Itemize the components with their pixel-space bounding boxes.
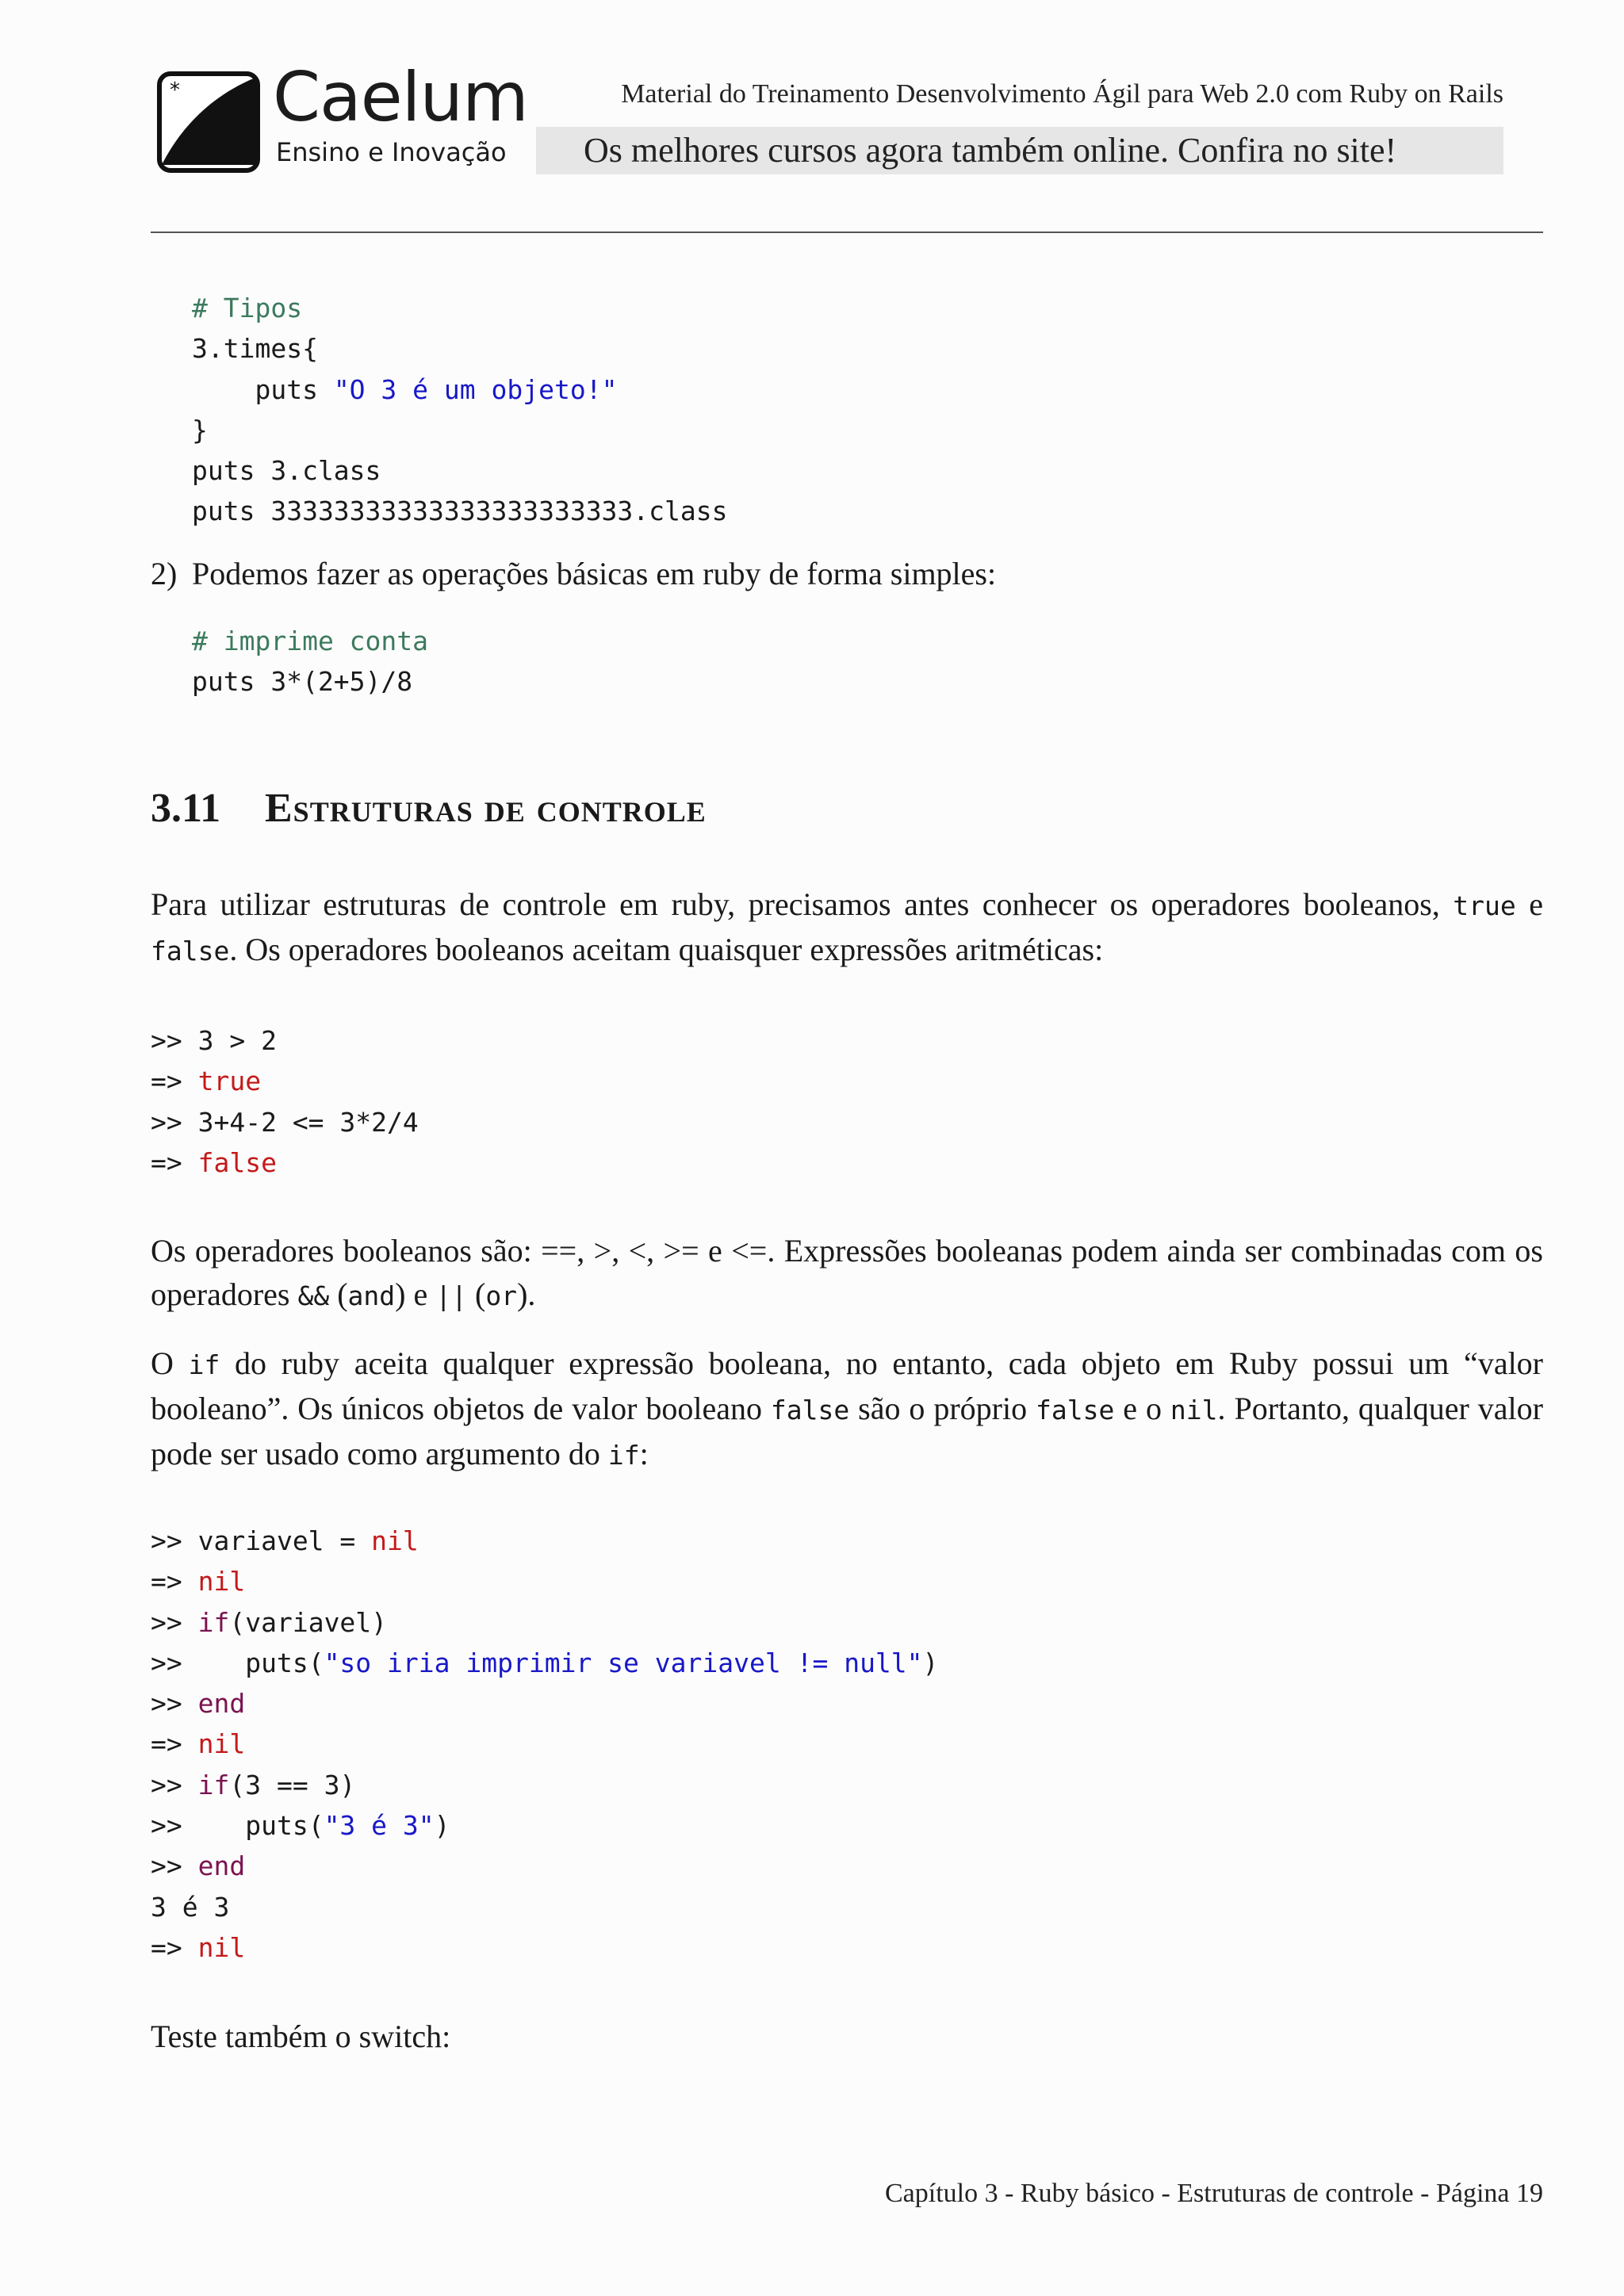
prompt: >> [151, 1647, 246, 1678]
code-string: "O 3 é um objeto!" [333, 373, 618, 405]
paragraph-operators [151, 1229, 1543, 1318]
code-keyword: end [197, 1688, 246, 1720]
prompt: >> [151, 1025, 198, 1056]
header-banner-text: Os melhores cursos agora também online. Confira no site! [584, 131, 1397, 170]
logo-tagline: Ensino e Inovação [276, 137, 507, 167]
paragraph-switch: Teste também o switch: [151, 2019, 451, 2054]
list-item-text: Podemos fazer as operações básicas em ruby de forma simples: [192, 556, 997, 591]
inline-code: nil [1170, 1395, 1218, 1425]
text-run: . Portanto, qualquer valor pode ser usado como argumento do [151, 1391, 1543, 1471]
code-comment: # Tipos [192, 293, 303, 323]
inline-code: true [1453, 890, 1516, 921]
inline-code: or [485, 1280, 518, 1311]
prompt: >> [151, 1525, 198, 1556]
code-keyword: end [197, 1850, 246, 1882]
prompt: >> [151, 1850, 198, 1882]
code-keyword: if [197, 1606, 230, 1638]
code-text: 3+4-2 <= 3*2/4 [197, 1106, 419, 1138]
code-block-arithmetic [192, 621, 428, 702]
prompt: => [151, 1146, 198, 1178]
prompt: >> [151, 1106, 198, 1138]
code-literal: nil [197, 1728, 246, 1760]
code-line: puts [192, 373, 334, 405]
inline-code: and [347, 1280, 396, 1311]
header-course-title: Material do Treinamento Desenvolvimento Ágil para Web 2.0 com Ruby on Rails [621, 79, 1503, 109]
list-item-number: 2) [151, 556, 178, 591]
text-run: ). [517, 1276, 536, 1312]
prompt: => [151, 1566, 198, 1598]
text-run: Para utilizar estruturas de controle em ruby, precisamos antes conhecer os operadores booleanos, [151, 886, 1454, 922]
inline-code: && [297, 1280, 330, 1311]
code-text: puts( [245, 1810, 324, 1842]
text-run: . Os operadores booleanos aceitam quaisquer expressões aritméticas: [229, 932, 1104, 967]
code-text: (variavel) [229, 1606, 388, 1638]
code-line: } [192, 414, 208, 446]
text-run: ( [466, 1276, 486, 1312]
code-block-if-examples [151, 1521, 938, 1968]
code-literal: nil [197, 1566, 246, 1598]
page-footer: Capítulo 3 - Ruby básico - Estruturas de controle - Página 19 [885, 2179, 1543, 2208]
prompt: => [151, 1066, 198, 1097]
inline-code: false [770, 1395, 850, 1425]
text-run: ( [329, 1276, 348, 1312]
code-text: (3 == 3) [229, 1769, 356, 1800]
prompt: => [151, 1728, 198, 1760]
text-run: do ruby aceita qualquer expressão booleana, no entanto, cada objeto em Ruby possui um “valor booleano”. Os únicos objetos de valor booleano [151, 1345, 1543, 1426]
code-text: ) [922, 1647, 939, 1678]
code-line: 3.times{ [192, 333, 318, 365]
code-literal: false [197, 1146, 277, 1178]
inline-code: false [1036, 1395, 1115, 1425]
code-output: 3 é 3 [151, 1891, 230, 1923]
prompt: >> [151, 1688, 198, 1720]
caelum-logo-icon [157, 71, 260, 173]
code-block-boolean [151, 1020, 419, 1183]
code-line: puts 3*(2+5)/8 [192, 666, 413, 698]
prompt: >> [151, 1606, 198, 1638]
code-literal: nil [371, 1525, 419, 1556]
code-string: "so iria imprimir se variavel != null" [324, 1647, 923, 1678]
inline-code: if [607, 1440, 640, 1471]
code-text: 3 > 2 [197, 1025, 277, 1056]
code-line: puts 3.class [192, 455, 381, 487]
inline-code: false [151, 936, 230, 966]
prompt: >> [151, 1810, 246, 1842]
paragraph-intro [151, 882, 1543, 973]
header-divider [151, 232, 1543, 233]
code-literal: true [197, 1066, 262, 1097]
text-run: Os operadores booleanos são: ==, >, <, >= e <=. Expressões booleanas podem ainda ser combinadas com os operadores [151, 1233, 1543, 1312]
text-run: são o próprio [849, 1391, 1036, 1426]
code-text: variavel = [197, 1525, 372, 1556]
inline-code: || [435, 1280, 467, 1311]
prompt: => [151, 1931, 198, 1963]
text-run: : [639, 1436, 649, 1471]
code-string: "3 é 3" [324, 1810, 435, 1842]
text-run: O [151, 1345, 189, 1381]
code-line: puts 33333333333333333333333.class [192, 496, 728, 527]
paragraph-if [151, 1341, 1543, 1477]
section-number: 3.11 [151, 786, 221, 831]
svg-text:*: * [170, 78, 180, 102]
text-run: ) e [395, 1276, 436, 1312]
code-text: ) [434, 1810, 450, 1842]
code-text: puts( [245, 1647, 324, 1678]
code-literal: nil [197, 1931, 246, 1963]
section-title: Estruturas de controle [265, 786, 707, 831]
code-block-types [192, 288, 728, 532]
text-run: e [1515, 886, 1543, 922]
logo-name: Caelum [273, 58, 528, 137]
code-keyword: if [197, 1769, 230, 1800]
text-run: e o [1114, 1391, 1170, 1426]
code-comment: # imprime conta [192, 626, 429, 656]
prompt: >> [151, 1769, 198, 1800]
inline-code: if [188, 1349, 220, 1380]
